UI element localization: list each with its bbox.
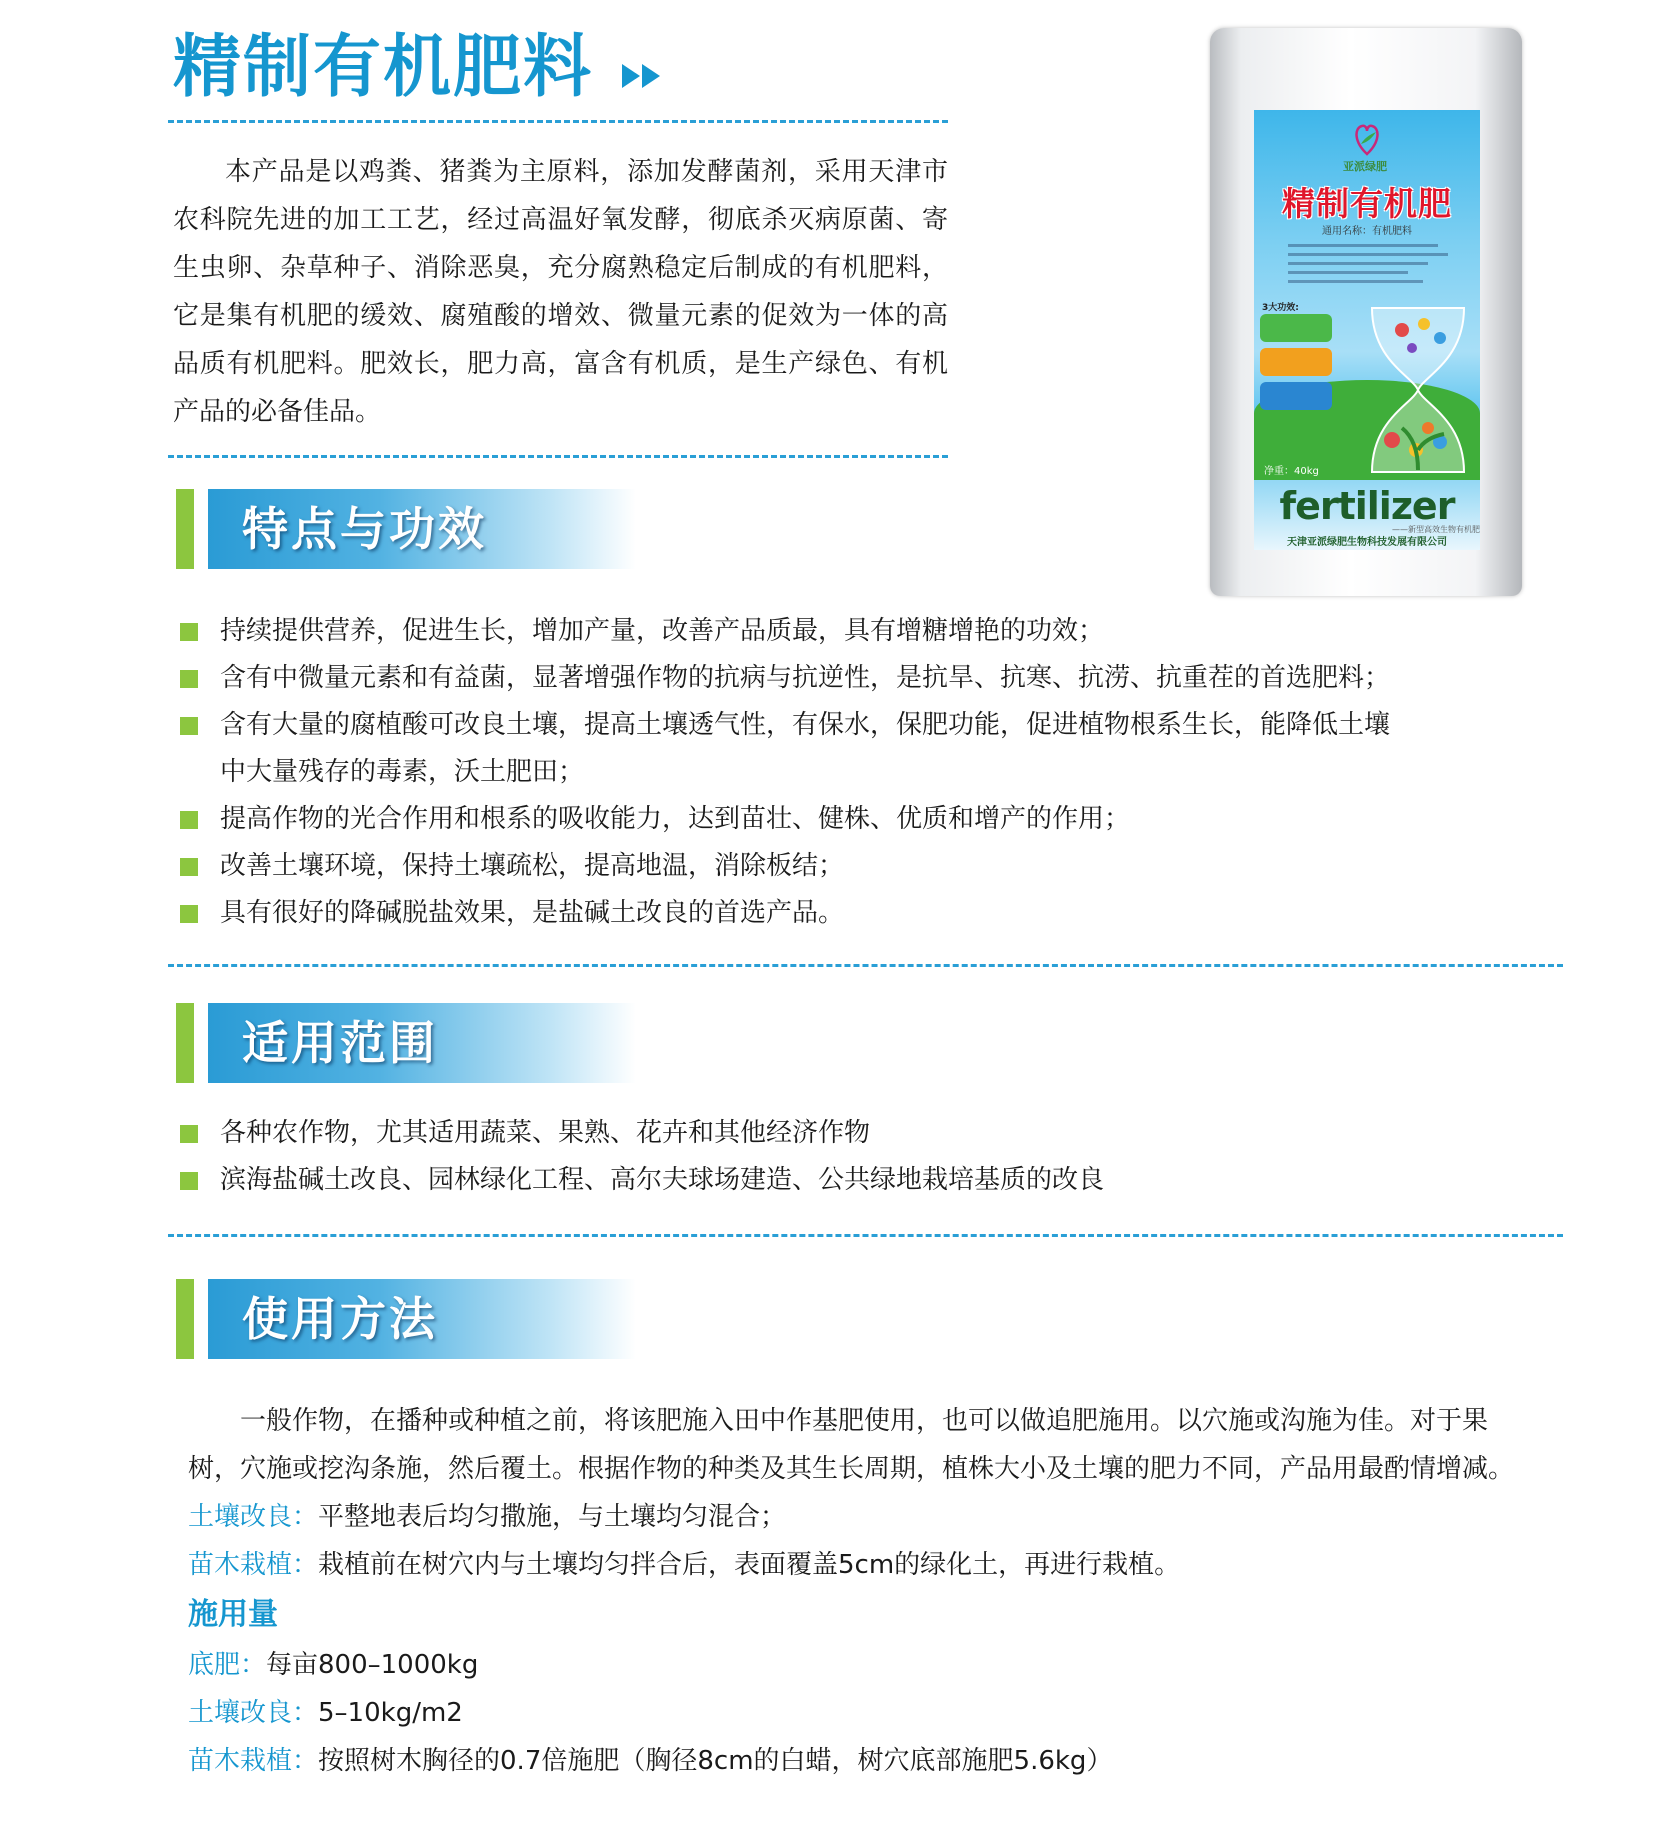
- function-box: [1260, 314, 1332, 342]
- features-list: [180, 608, 1530, 937]
- net-weight: 净重：40kg: [1264, 466, 1319, 477]
- dosage-base: 底肥：每亩800–1000kg: [188, 1650, 479, 1680]
- section-title: 特点与功效: [242, 502, 487, 556]
- dosage-label: 底肥：: [188, 1650, 267, 1680]
- bullet-square-icon: [180, 1172, 198, 1190]
- list-item: 各种农作物，尤其适用蔬菜、果熟、花卉和其他经济作物: [180, 1110, 1530, 1157]
- brand-name: 亚派绿肥: [1343, 160, 1387, 173]
- fine-print: [1288, 244, 1448, 289]
- product-name: 精制有机肥: [1282, 184, 1452, 223]
- product-tagline: ——新型高效生物有机肥: [1392, 525, 1480, 534]
- company-name: 天津亚派绿肥生物科技发展有限公司: [1287, 537, 1447, 548]
- section-title: 使用方法: [242, 1292, 438, 1346]
- divider: [168, 964, 1563, 967]
- usage-content: [188, 1397, 1528, 1785]
- list-item: 含有中微量元素和有益菌，显著增强作物的抗病与抗逆性，是抗旱、抗寒、抗涝、抗重茬的首选肥料；: [180, 655, 1530, 702]
- dosage-label: 苗木栽植：: [188, 1746, 319, 1776]
- intro-text: 本产品是以鸡粪、猪粪为主原料，添加发酵菌剂，采用天津市农科院先进的加工工艺，经过高温好氧发酵，彻底杀灭病原菌、寄生虫卵、杂草种子、消除恶臭，充分腐熟稳定后制成的有机肥料，它是集有机肥的缓效、腐殖酸的增效、微量元素的促效为一体的高品质有机肥料。肥效长，肥力高，富含有机质，是生产绿色、有机产品的必备佳品。: [173, 157, 948, 427]
- function-box: [1260, 348, 1332, 376]
- fertilizer-word: fertilizer: [1279, 484, 1455, 528]
- divider: [168, 1234, 1563, 1237]
- list-item: 持续提供营养，促进生长，增加产量，改善产品质最，具有增糖增艳的功效；: [180, 608, 1530, 655]
- list-item-continuation: 中大量残存的毒素，沃土肥田；: [220, 757, 585, 787]
- section-accent-bar: [176, 489, 194, 569]
- bullet-square-icon: [180, 1125, 198, 1143]
- bullet-square-icon: [180, 717, 198, 735]
- hourglass-illustration: [1362, 300, 1474, 480]
- list-item: 提高作物的光合作用和根系的吸收能力，达到苗壮、健株、优质和增产的作用；: [180, 796, 1530, 843]
- dosage-label: 土壤改良：: [188, 1698, 319, 1728]
- dosage-soil: 土壤改良：5–10kg/m2: [188, 1698, 463, 1728]
- section-accent-bar: [176, 1279, 194, 1359]
- section-header-scope: [176, 1003, 636, 1083]
- section-accent-bar: [176, 1003, 194, 1083]
- section-header-usage: [176, 1279, 636, 1359]
- double-arrow-icon: [622, 60, 666, 92]
- brand-logo-icon: [1352, 120, 1382, 156]
- list-item: 滨海盐碱土改良、园林绿化工程、高尔夫球场建造、公共绿地栽培基质的改良: [180, 1157, 1530, 1204]
- section-header-features: [176, 489, 636, 569]
- usage-tree: 苗木栽植：栽植前在树穴内与土壤均匀拌合后，表面覆盖5cm的绿化土，再进行栽植。: [188, 1550, 1181, 1580]
- bullet-square-icon: [180, 811, 198, 829]
- list-item: 改善土壤环境，保持土壤疏松，提高地温，消除板结；: [180, 843, 1530, 890]
- list-item: 具有很好的降碱脱盐效果，是盐碱土改良的首选产品。: [180, 890, 1530, 937]
- dosage-tree: 苗木栽植：按照树木胸径的0.7倍施肥（胸径8cm的白蜡，树穴底部施肥5.6kg）: [188, 1746, 1113, 1776]
- bullet-square-icon: [180, 623, 198, 641]
- divider: [168, 455, 948, 458]
- section-title: 适用范围: [242, 1016, 438, 1070]
- bullet-square-icon: [180, 905, 198, 923]
- product-common-name: 通用名称：有机肥料: [1322, 226, 1412, 237]
- usage-label: 苗木栽植：: [188, 1550, 319, 1580]
- scope-list: [180, 1110, 1530, 1204]
- usage-soil: 土壤改良：平整地表后均匀撒施，与土壤均匀混合；: [188, 1502, 787, 1532]
- list-item: 含有大量的腐植酸可改良土壤，提高土壤透气性，有保水，保肥功能，促进植物根系生长，能降低土壤: [180, 702, 1530, 749]
- divider: [168, 120, 948, 123]
- page-title: 精制有机肥料: [173, 28, 594, 107]
- usage-paragraph: 一般作物，在播种或种植之前，将该肥施入田中作基肥使用，也可以做追肥施用。以穴施或沟施为佳。对于果树，穴施或挖沟条施，然后覆土。根据作物的种类及其生长周期，植株大小及土壤的肥力不同，产品用最酌情增减。: [188, 1406, 1515, 1484]
- function-box: [1260, 382, 1332, 410]
- bullet-square-icon: [180, 858, 198, 876]
- dosage-heading: 施用量: [188, 1597, 278, 1632]
- bullet-square-icon: [180, 670, 198, 688]
- usage-label: 土壤改良：: [188, 1502, 319, 1532]
- functions-title: 3大功效:: [1262, 303, 1299, 313]
